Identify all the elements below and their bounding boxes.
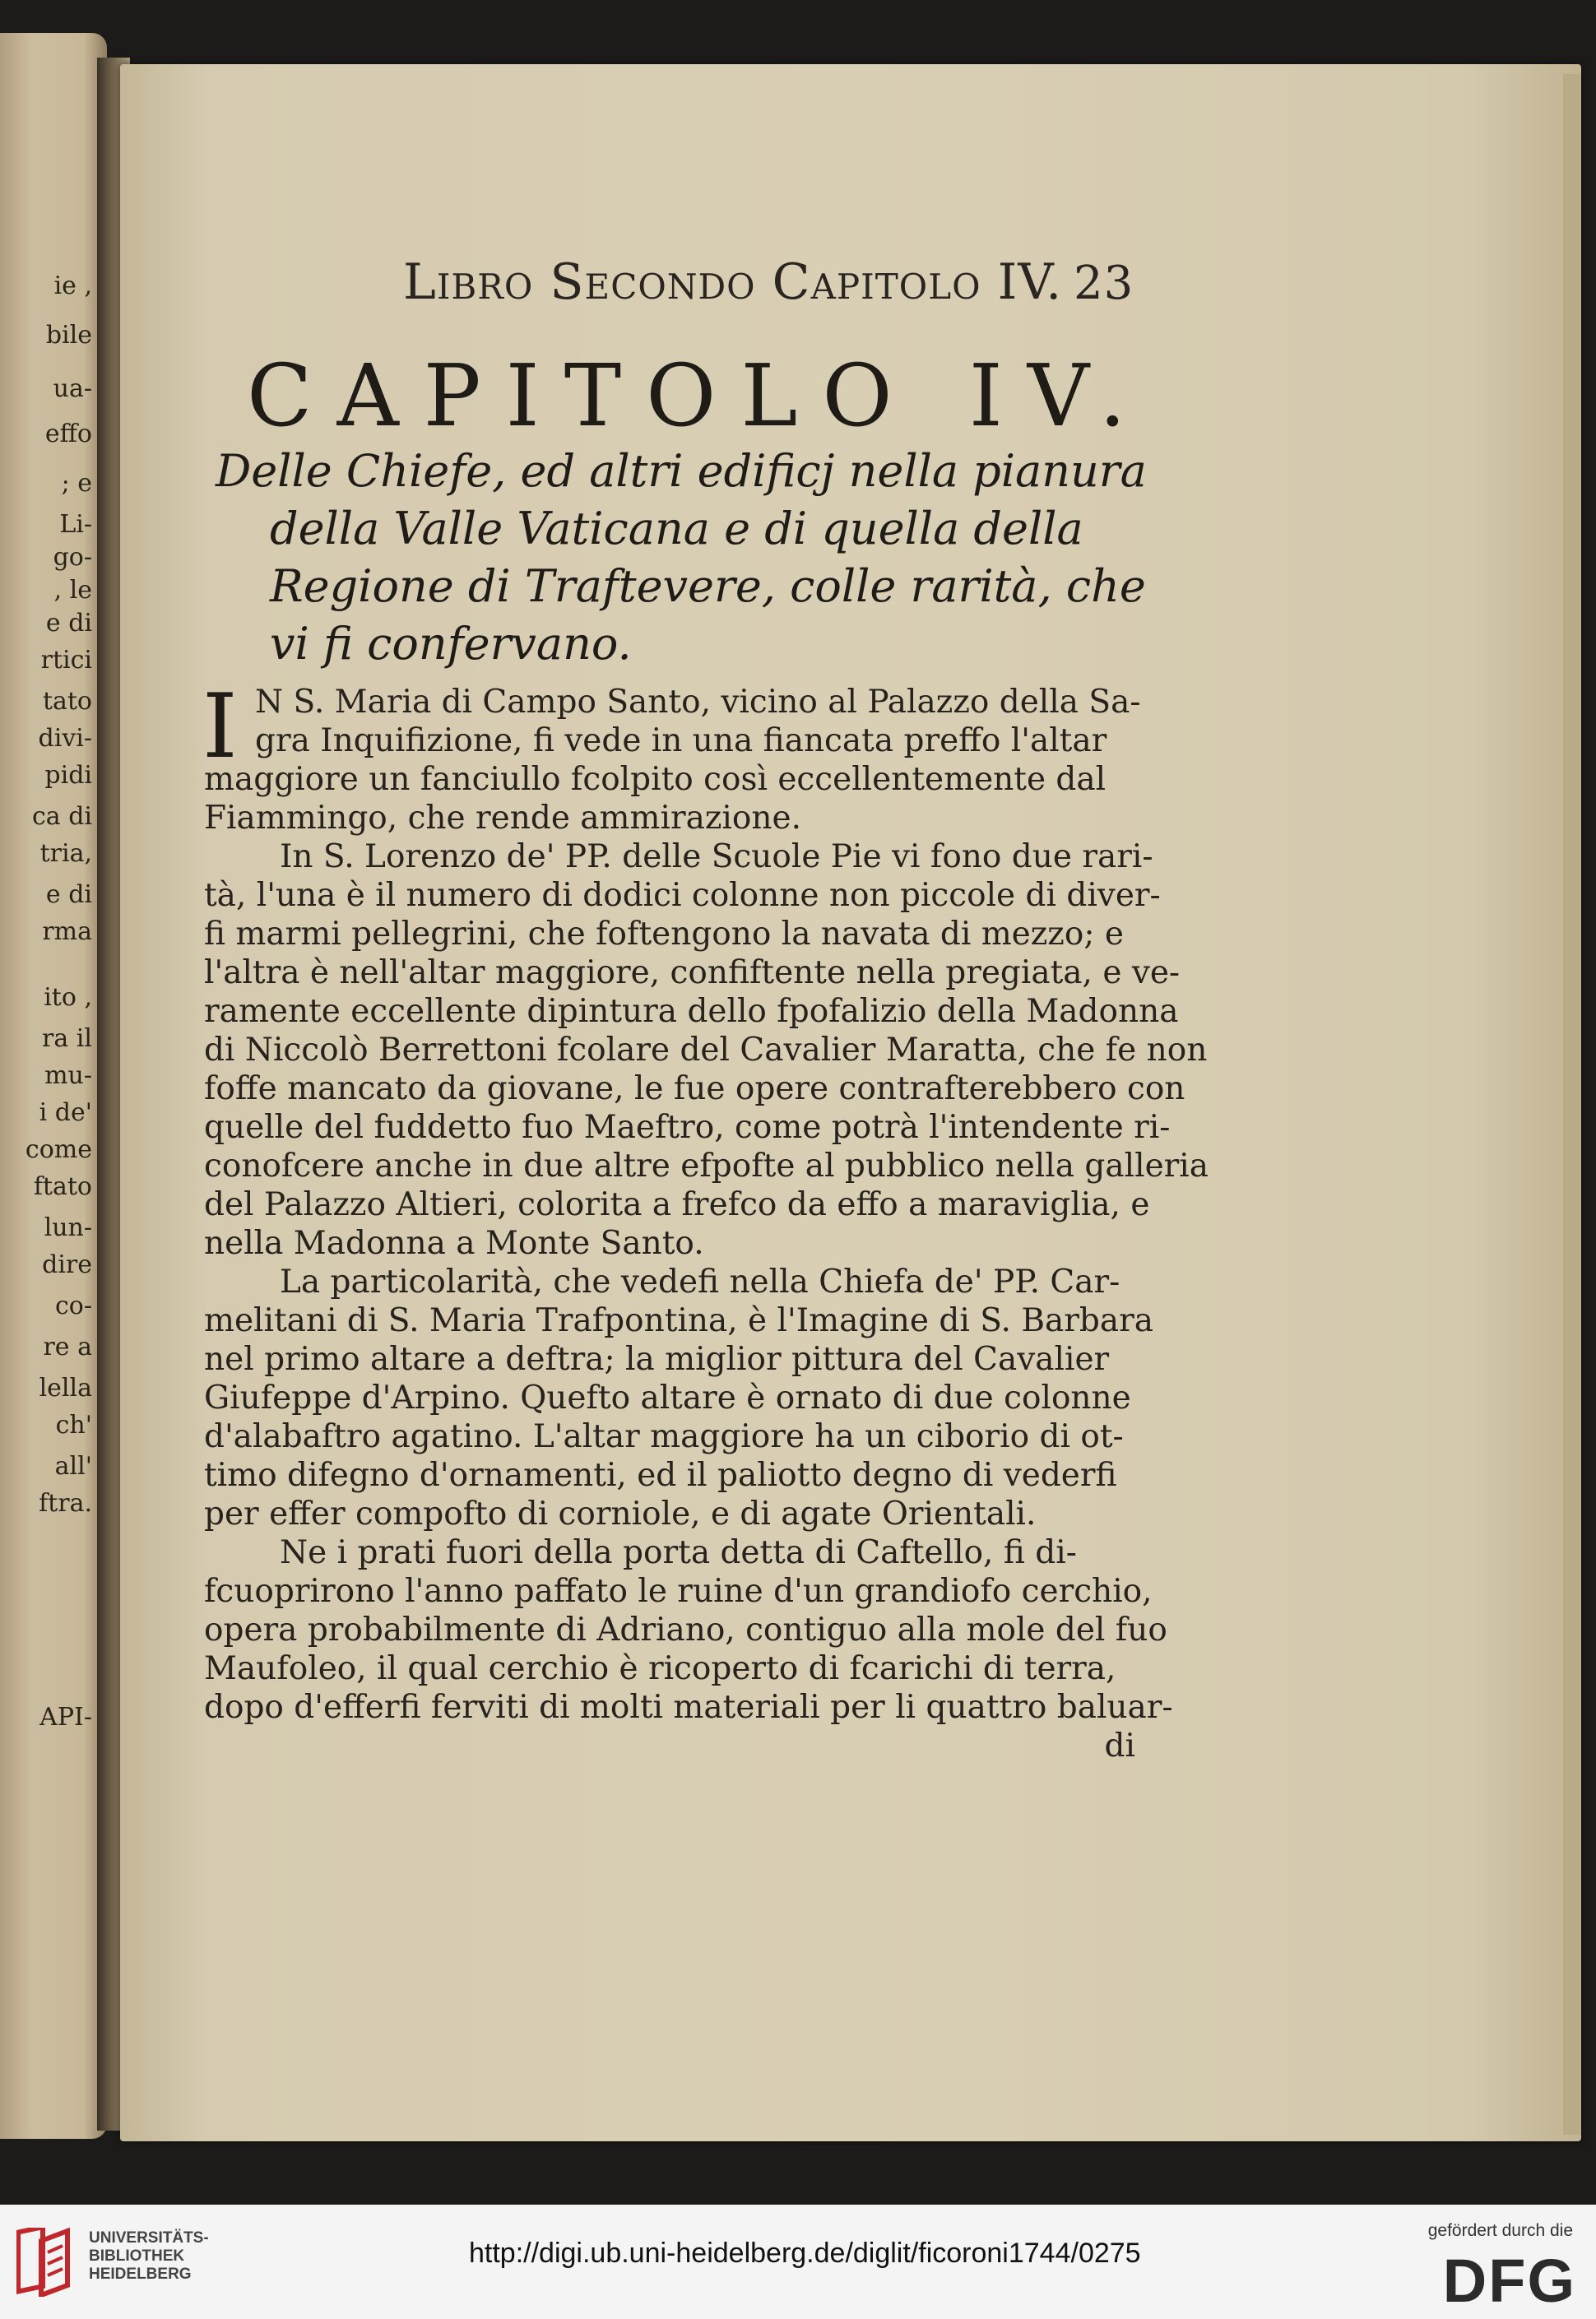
body-line: maggiore un fanciullo fcolpito così eccellentemente dal bbox=[204, 761, 1107, 798]
left-page-text-fragment: , le bbox=[53, 576, 92, 605]
library-name-line: BIBLIOTHEK bbox=[89, 2247, 185, 2265]
catchword: di bbox=[1104, 1728, 1135, 1765]
dfg-logo: DFG bbox=[1442, 2247, 1576, 2315]
library-name bbox=[89, 2229, 209, 2284]
left-page-text-fragment: ftra. bbox=[39, 1489, 92, 1518]
left-page-text-fragment: ito , bbox=[44, 983, 92, 1012]
running-head bbox=[403, 253, 1144, 311]
body-line: del Palazzo Altieri, colorita a frefco da effo a maraviglia, e bbox=[204, 1186, 1150, 1223]
body-line: d'alabaftro agatino. L'altar maggiore ha un ciborio di ot- bbox=[204, 1418, 1124, 1455]
sponsor-caption: gefördert durch die bbox=[1427, 2221, 1573, 2240]
left-page-text-fragment: lella bbox=[39, 1374, 92, 1403]
page-number: 23 bbox=[1074, 257, 1134, 310]
library-name-line: HEIDELBERG bbox=[89, 2266, 192, 2283]
left-page-edge bbox=[0, 33, 107, 2139]
left-page-text-fragment: API- bbox=[39, 1703, 92, 1732]
body-line: N S. Maria di Campo Santo, vicino al Palazzo della Sa- bbox=[255, 684, 1141, 721]
page-edge bbox=[1563, 74, 1581, 2135]
left-page-text-fragment: lun- bbox=[44, 1213, 92, 1242]
running-head-title: Libro Secondo Capitolo IV. bbox=[403, 253, 1063, 311]
left-page-text-fragment: e di bbox=[45, 609, 92, 638]
left-page-text-fragment: dire bbox=[42, 1250, 92, 1279]
left-page-text-fragment: ch' bbox=[55, 1411, 92, 1440]
subtitle-line: della Valle Vaticana e di quella della bbox=[270, 503, 1083, 554]
drop-cap: I bbox=[202, 675, 238, 778]
body-line: Ne i prati fuori della porta detta di Caftello, fi di- bbox=[280, 1534, 1077, 1571]
university-library-logo-icon bbox=[16, 2228, 81, 2297]
body-line: ramente eccellente dipintura dello fpofalizio della Madonna bbox=[204, 993, 1179, 1030]
body-line: Giufeppe d'Arpino. Quefto altare è ornato di due colonne bbox=[204, 1380, 1131, 1417]
left-page-text-fragment: i de' bbox=[39, 1098, 92, 1127]
body-line: foffe mancato da giovane, le fue opere contrafterebbero con bbox=[204, 1070, 1185, 1107]
body-line: Maufoleo, il qual cerchio è ricoperto di fcarichi di terra, bbox=[204, 1650, 1116, 1687]
body-line: tà, l'una è il numero di dodici colonne non piccole di diver- bbox=[204, 877, 1161, 914]
left-page-text-fragment: re a bbox=[43, 1333, 92, 1361]
body-line: Fiammingo, che rende ammirazione. bbox=[204, 800, 801, 837]
left-page-text-fragment: ca di bbox=[31, 802, 92, 831]
left-page-text-fragment: effo bbox=[44, 420, 92, 448]
left-page-text-fragment: rma bbox=[42, 917, 92, 946]
subtitle-line: Delle Chiefe, ed altri edificj nella pianura bbox=[216, 445, 1147, 497]
left-page-text-fragment: ra il bbox=[42, 1024, 92, 1053]
body-line: gra Inquifizione, fi vede in una fiancata preffo l'altar bbox=[255, 722, 1107, 759]
left-page-text-fragment: tato bbox=[42, 687, 92, 716]
body-line: timo difegno d'ornamenti, ed il paliotto degno di vederfi bbox=[204, 1457, 1117, 1494]
body-line: La particolarità, che vedefi nella Chiefa de' PP. Car- bbox=[280, 1264, 1120, 1301]
subtitle-line: Regione di Traftevere, colle rarità, che bbox=[270, 560, 1146, 612]
body-text bbox=[202, 675, 1209, 1765]
left-page-text-fragment: all' bbox=[54, 1452, 92, 1481]
left-page-text-fragment: divi- bbox=[38, 724, 92, 753]
body-line: opera probabilmente di Adriano, contiguo alla mole del fuo bbox=[204, 1612, 1167, 1649]
body-line: fi marmi pellegrini, che foftengono la navata di mezzo; e bbox=[204, 916, 1124, 953]
left-page-text-fragment: ftato bbox=[33, 1172, 92, 1201]
subtitle-line: vi fi confervano. bbox=[270, 618, 632, 670]
left-page-text-fragment: come bbox=[25, 1135, 92, 1164]
body-line: conofcere anche in due altre efpofte al pubblico nella galleria bbox=[204, 1148, 1209, 1185]
left-page-text-fragment: ie , bbox=[53, 271, 92, 300]
chapter-heading: CAPITOLO IV. bbox=[247, 346, 1151, 446]
body-line: melitani di S. Maria Trafpontina, è l'Imagine di S. Barbara bbox=[204, 1302, 1154, 1339]
left-page-text-fragment: pidi bbox=[44, 761, 92, 790]
footer-bar bbox=[0, 2205, 1596, 2319]
body-line: l'altra è nell'altar maggiore, confiftente nella pregiata, e ve- bbox=[204, 954, 1181, 991]
left-page-text-fragment: ua- bbox=[53, 374, 92, 403]
body-line: In S. Lorenzo de' PP. delle Scuole Pie vi fono due rari- bbox=[280, 838, 1153, 875]
left-page-text-fragment: Li- bbox=[59, 510, 92, 539]
left-page-text-fragment: bile bbox=[45, 321, 92, 350]
left-page-text-fragment: tria, bbox=[39, 839, 92, 868]
left-page-text-fragment: mu- bbox=[44, 1061, 92, 1090]
body-line: quelle del fuddetto fuo Maeftro, come potrà l'intendente ri- bbox=[204, 1109, 1171, 1146]
left-page-text-fragment: co- bbox=[55, 1292, 92, 1320]
source-url-link[interactable]: http://digi.ub.uni-heidelberg.de/diglit/ficoroni1744/0275 bbox=[469, 2238, 1141, 2269]
body-line: nella Madonna a Monte Santo. bbox=[204, 1225, 704, 1262]
body-line: per effer compofto di corniole, e di agate Orientali. bbox=[204, 1496, 1037, 1533]
body-line: nel primo altare a deftra; la miglior pittura del Cavalier bbox=[204, 1341, 1110, 1378]
chapter-subtitle bbox=[216, 443, 1145, 673]
left-page-text-fragment: ; e bbox=[61, 469, 92, 498]
body-line: fcuoprirono l'anno paffato le ruine d'un grandiofo cerchio, bbox=[204, 1573, 1153, 1610]
library-name-line: UNIVERSITÄTS- bbox=[89, 2229, 209, 2247]
body-line: dopo d'efferfi ferviti di molti materiali per li quattro baluar- bbox=[204, 1689, 1173, 1726]
left-page-text-fragment: e di bbox=[45, 880, 92, 909]
left-page-text-fragment: go- bbox=[53, 543, 92, 572]
body-line: di Niccolò Berrettoni fcolare del Cavalier Maratta, che fe non bbox=[204, 1032, 1208, 1069]
left-page-text-fragment: rtici bbox=[40, 646, 92, 675]
